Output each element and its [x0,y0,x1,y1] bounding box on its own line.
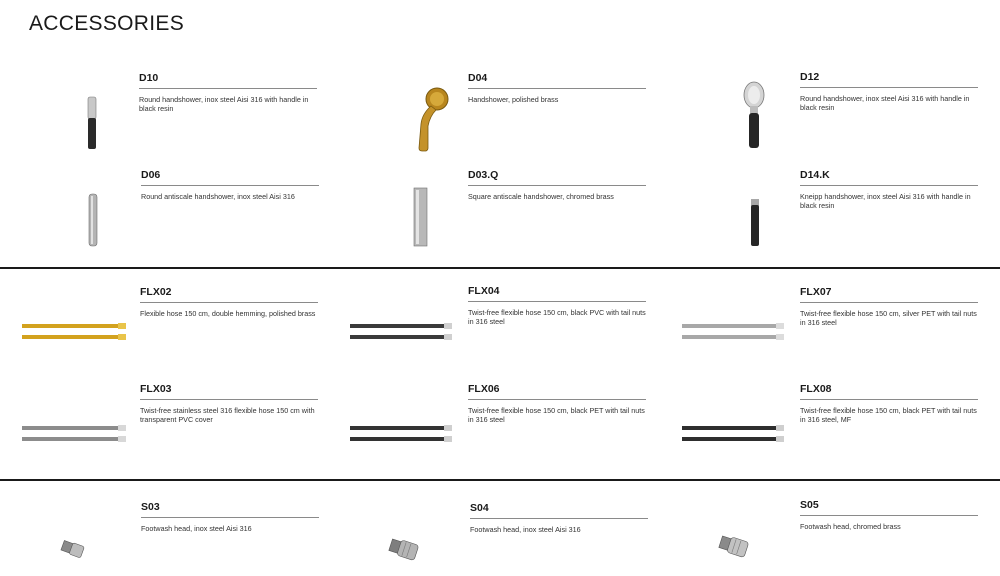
product-code: FLX02 [140,286,172,298]
product-code: D06 [141,169,161,181]
product-rule [800,399,978,400]
product-description: Twist-free flexible hose 150 cm, silver PET with tail nuts in 316 steel [800,309,977,327]
product-card-flx08 [800,383,978,424]
product-description: Footwash head, inox steel Aisi 316 [470,525,581,534]
product-card-s03 [141,501,319,533]
product-description: Footwash head, chromed brass [800,522,901,531]
product-card-d04 [468,72,646,104]
product-description: Round antiscale handshower, inox steel Aisi 316 [141,192,295,201]
product-card-d10 [139,72,317,113]
hose-steel-icon [22,424,128,446]
product-rule [468,88,646,89]
product-code: FLX03 [140,383,172,395]
section-divider [0,479,1000,481]
product-description: Twist-free flexible hose 150 cm, black PET with tail nuts in 316 steel, MF [800,406,977,424]
handshower-round-head-icon [738,80,770,150]
product-code: S05 [800,499,819,511]
hose-black-pvc-icon [350,322,454,344]
product-rule [800,87,978,88]
product-description: Footwash head, inox steel Aisi 316 [141,524,252,533]
product-description: Round handshower, inox steel Aisi 316 with handle in black resin [139,95,309,113]
product-description: Kneipp handshower, inox steel Aisi 316 with handle in black resin [800,192,971,210]
product-rule [141,517,319,518]
hose-black-pet-icon [350,424,454,446]
product-card-flx07 [800,286,978,327]
product-code: S03 [141,501,160,513]
product-card-flx04 [468,285,646,326]
product-rule [470,518,648,519]
product-card-s05 [800,499,978,531]
page-title: ACCESSORIES [29,12,185,35]
footwash-head-icon [388,537,420,561]
product-card-d03q [468,169,646,201]
handshower-black-handle-icon [84,96,100,152]
product-card-flx02 [140,286,318,318]
product-card-d14k [800,169,978,210]
handshower-square-icon [411,187,431,249]
hose-brass-icon [22,322,128,344]
product-card-d06 [141,169,319,201]
product-rule [140,399,318,400]
product-code: FLX07 [800,286,832,298]
product-code: FLX08 [800,383,832,395]
hose-black-pet-mf-icon [682,424,786,446]
product-description: Twist-free flexible hose 150 cm, black PET with tail nuts in 316 steel [468,406,645,424]
product-card-d12 [800,71,978,112]
product-rule [800,185,978,186]
product-description: Twist-free flexible hose 150 cm, black PVC with tail nuts in 316 steel [468,308,646,326]
product-description: Square antiscale handshower, chromed brass [468,192,614,201]
product-description: Handshower, polished brass [468,95,559,104]
section-divider [0,267,1000,269]
product-card-flx03 [140,383,318,424]
product-rule [140,302,318,303]
product-description: Twist-free stainless steel 316 flexible hose 150 cm with transparent PVC cover [140,406,315,424]
product-card-s04 [470,502,648,534]
footwash-head-icon [718,534,750,558]
footwash-head-icon [60,539,86,559]
product-card-flx06 [468,383,646,424]
product-code: D12 [800,71,820,83]
product-code: FLX06 [468,383,500,395]
product-description: Flexible hose 150 cm, double hemming, polished brass [140,309,316,318]
handshower-steel-icon [86,193,100,249]
product-code: S04 [470,502,489,514]
product-code: D14.K [800,169,830,181]
product-rule [141,185,319,186]
product-rule [800,515,978,516]
product-rule [468,399,646,400]
handshower-kneipp-icon [748,198,762,248]
product-rule [800,302,978,303]
product-rule [468,185,646,186]
product-code: D03.Q [468,169,499,181]
product-rule [468,301,646,302]
handshower-brass-icon [408,86,450,152]
product-code: D10 [139,72,159,84]
product-code: D04 [468,72,488,84]
product-rule [139,88,317,89]
product-description: Round handshower, inox steel Aisi 316 with handle in black resin [800,94,970,112]
product-code: FLX04 [468,285,500,297]
hose-silver-icon [682,322,786,344]
